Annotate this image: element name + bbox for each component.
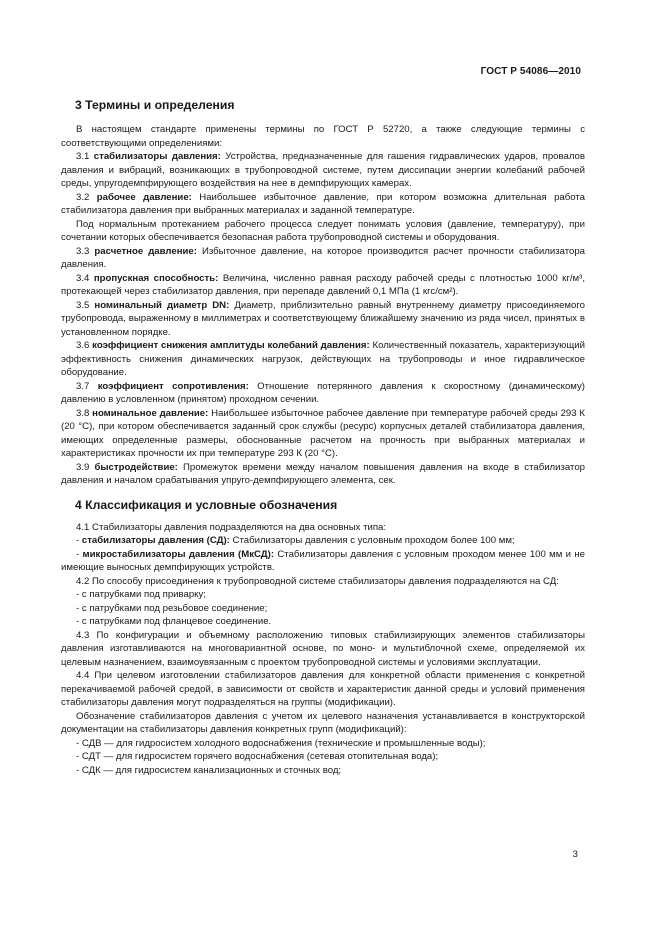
list-item [61,615,585,629]
list-item [61,548,585,575]
paragraph [61,245,585,272]
paragraph-text: При целевом изготовлении стабилизаторов давления для конкретной области применения с конкретной перекачиваемой рабочей средой, в зависимости от свойств и характеристик данной среды и условий применения стабилизаторы давления могут подразделяться на группы (модификации). [61,670,585,708]
list-item [61,737,585,751]
paragraph-text: Наибольшее избыточное рабочее давление при температуре рабочей среды 293 К (20 °С), при котором обеспечивается заданный срок службы (ресурс) корпусных деталей стабилизатора давления, имеющих определенные размеры, обоснованные расчетом на прочность при выбранных материалах и характеристиках прочности их при температуре 293 К (20 °С). [61,407,585,459]
term: расчетное давление: [94,245,197,257]
term: стабилизаторы давления (СД): [81,535,230,546]
term: коэффициент сопротивления: [97,380,249,392]
paragraph-text: СДВ — для гидросистем холодного водоснабжения (технические и промышленные воды); [81,737,486,749]
standard-code-header: ГОСТ Р 54086—2010 [480,66,581,77]
paragraph [61,339,585,380]
paragraph-text: Диаметр, приблизительно равный внутреннему диаметру присоединяемого трубопровода, выраженному в миллиметрах и соответствующему ближайшему значению из ряда чисел, принятых в установленном порядке. [61,299,585,338]
list-dash: - [76,751,80,762]
paragraph-text: Стабилизаторы давления подразделяются на два основных типа: [92,521,387,533]
paragraph-text: Стабилизаторы давления с условным проходом менее 100 мм и не имеющие выносных демпфирующих устройств. [61,548,585,573]
paragraph [61,150,585,191]
paragraph [61,407,585,461]
paragraph [61,710,585,737]
document-body [61,97,585,777]
page-number: 3 [572,849,578,860]
list-dash: - [76,535,80,546]
clause-number: 3.8 [76,407,90,419]
section-heading: 3 Термины и определения [75,98,235,112]
paragraph-text: с патрубками под фланцевое соединение. [81,616,272,627]
paragraph-text: Величина, численно равная расходу рабочей среды с плотностью 1000 кг/м³, протекающей через стабилизатор давления, при перепаде давлений 0,1 МПа (1 кгс/см²). [61,272,585,297]
paragraph-text: Отношение потерянного давления к скоростному (динамическому) давлению в условленном (принятом) проходном сечении. [61,380,585,405]
paragraph [61,575,585,589]
paragraph-text: По конфигурации и объемному расположению типовых стабилизирующих элементов стабилизаторы давления изготавливаются на многовариантной основе, по моно- и мультиблочной схеме, определяемой их целевым назначением, взаимоувязанным с проектом трубопроводной системы и условиями эксплуатации. [61,629,585,668]
paragraph-text: Количественный показатель, характеризующий эффективность снижения динамических нагрузок, действующих на трубопроводы и иное гидравлическое оборудование. [61,340,585,378]
clause-number: 3.1 [76,151,90,162]
term: стабилизаторы давления: [93,151,221,162]
paragraph-text: Избыточное давление, на которое производится расчет прочности стабилизатора давления. [61,245,586,270]
term: микростабилизаторы давления (МкСД): [82,548,275,560]
term: коэффициент снижения амплитуды колебаний давления: [92,340,370,351]
section-heading: 4 Классификация и условные обозначения [75,497,338,512]
paragraph [61,123,585,150]
paragraph [61,380,585,407]
paragraph-text: СДТ — для гидросистем горячего водоснабжения (сетевая отопительная вода); [81,751,439,762]
list-item [61,602,585,616]
paragraph [61,629,585,670]
clause-number: 4.1 [76,521,90,533]
paragraph-text: Наибольшее избыточное давление, при котором возможна длительная работа стабилизатора давления при выбранных материалах и заданной температуре. [61,191,585,216]
term: пропускная способность: [93,272,219,284]
paragraph [61,218,585,245]
paragraph-text: Устройства, предназначенные для гашения гидравлических ударов, провалов давления и вибраций, возникающих в трубопроводной системе, путем диссипации энергии колебаний рабочей среды, упругодемпфирующего воздействия на нее в демпфирующих камерах. [61,151,585,189]
list-dash: - [76,602,80,614]
paragraph [61,299,585,340]
term: рабочее давление: [96,191,192,203]
paragraph-text: с патрубками под резьбовое соединение; [81,602,268,614]
paragraph [61,272,585,299]
list-dash: - [76,764,80,776]
list-item [61,534,585,548]
list-dash: - [76,737,80,749]
clause-number: 4.2 [76,575,90,587]
paragraph [61,461,585,488]
paragraph-text: По способу присоединения к трубопроводной системе стабилизаторы давления подразделяются на СД: [92,575,559,587]
list-dash: - [76,589,80,600]
clause-number: 3.7 [76,380,90,392]
term: номинальный диаметр DN: [94,299,230,311]
list-dash: - [76,548,80,560]
list-item [61,764,585,778]
list-item [61,588,585,602]
clause-number: 3.4 [76,272,90,284]
clause-number: 3.6 [76,340,90,351]
paragraph [61,521,585,535]
clause-number: 3.2 [76,191,90,203]
clause-number: 4.3 [76,629,90,641]
paragraph-text: Под нормальным протеканием рабочего процесса следует понимать условия (давление, температуру), при сочетании которых обеспечивается безопасная работа трубопроводной системы и оборудования. [61,218,585,243]
paragraph-text: В настоящем стандарте применены термины по ГОСТ Р 52720, а также следующие термины с соответствующими определениями: [61,124,585,149]
paragraph [61,191,585,218]
paragraph-text: Обозначение стабилизаторов давления с учетом их целевого назначения устанавливается в конструкторской документации на стабилизаторы давления конкретных групп (модификаций): [61,710,585,735]
paragraph-text: Промежуток времени между началом повышения давления на входе в стабилизатор давления и началом срабатывания упруго-демпфирующего элемента, сек. [61,461,585,486]
paragraph-text: Стабилизаторы давления с условным проходом более 100 мм; [232,535,515,546]
paragraph-text: СДК — для гидросистем канализационных и сточных вод; [81,764,342,776]
list-dash: - [76,616,80,627]
paragraph [61,669,585,710]
clause-number: 3.5 [76,299,90,311]
paragraph-text: с патрубками под приварку; [81,589,206,600]
list-item [61,750,585,764]
term: номинальное давление: [92,407,209,419]
clause-number: 3.9 [76,461,90,473]
clause-number: 3.3 [76,245,90,257]
clause-number: 4.4 [76,670,90,681]
term: быстродействие: [94,461,178,473]
